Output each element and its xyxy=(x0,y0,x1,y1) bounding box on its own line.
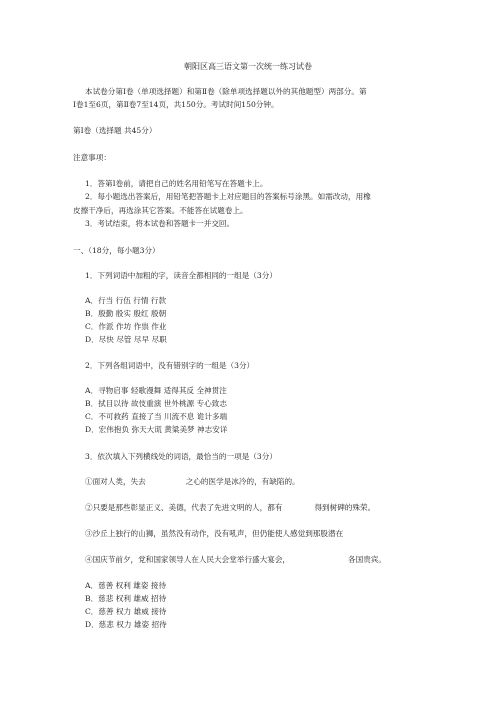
notice-item-1: 1．答第Ⅰ卷前，请把自己的姓名用铅笔写在答题卡上。 xyxy=(85,179,268,188)
question-3-option-c: C．慈善 权力 雄威 接待 xyxy=(85,607,167,616)
notice-item-2-line-1: 2．每小题选出答案后，用铅笔把答题卡上对应题目的答案标号涂黑。如需改动，用橡 xyxy=(85,192,371,201)
page-title: 朝阳区高三语文第一次统一练习试卷 xyxy=(184,62,312,71)
sentence-4-part-a: ④国庆节前夕，党和国家领导人在人民大会堂举行盛大宴会， xyxy=(85,555,291,564)
notice-header: 注意事项： xyxy=(73,153,111,162)
question-1-stem: 1．下列词语中加粗的字，读音全都相同的一组是（3分） xyxy=(85,271,277,280)
part-header: 一、（18分，每小题3分） xyxy=(73,246,160,255)
question-1-option-d: D．尽快 尽管 尽早 尽职 xyxy=(85,335,167,344)
question-3-sentence-2 xyxy=(85,503,375,513)
question-3-option-b: B．慈悲 权利 雄威 招待 xyxy=(85,594,167,603)
sentence-2-part-b: 得到树碑的殊荣。 xyxy=(314,503,376,512)
sentence-4-part-b: 各国贵宾。 xyxy=(348,555,386,564)
question-2-option-c: C．不可救药 直接了当 川流不息 诡计多端 xyxy=(85,412,228,421)
question-1-option-c: C．作派 作坊 作祟 作业 xyxy=(85,322,167,331)
intro-line-1: 本试卷分第Ⅰ卷（单项选择题）和第Ⅱ卷（除单项选择题以外的其他题型）两部分。第 xyxy=(85,87,367,96)
question-2-option-d: D．宏伟抱负 弥天大谎 黄粱美梦 神志安详 xyxy=(85,425,228,434)
sentence-1-part-b: 之心的医学是冰冷的，有缺陷的。 xyxy=(185,477,300,486)
question-3-sentence-4 xyxy=(85,555,386,565)
question-3-option-a: A．慈善 权利 雄姿 接待 xyxy=(85,581,167,590)
question-2-option-a: A．寻物启事 轻歌漫舞 适得其反 全神贯注 xyxy=(85,386,227,395)
section-header: 第Ⅰ卷（选择题 共45分） xyxy=(73,126,157,135)
question-2-option-b: B．拭目以待 故伎重演 世外桃源 专心致志 xyxy=(85,399,227,408)
question-2-stem: 2．下列各组词语中，没有错别字的一组是（3分） xyxy=(85,361,255,370)
question-3-stem: 3．依次填入下列横线处的词语，最恰当的一项是（3分） xyxy=(85,452,277,461)
notice-item-2-line-2: 皮擦干净后，再选涂其它答案。不能答在试题卷上。 xyxy=(73,206,248,215)
question-3-option-d: D．慈悲 权力 雄姿 招待 xyxy=(85,620,167,629)
intro-line-2: Ⅰ卷1至6页，第Ⅱ卷7至14页，共150分。考试时间150分钟。 xyxy=(73,100,279,109)
question-1-option-b: B．殷勤 殷实 殷红 殷朝 xyxy=(85,309,167,318)
question-3-sentence-1 xyxy=(85,477,300,487)
sentence-1-part-a: ①面对人类，失去 xyxy=(85,477,146,486)
question-1-option-a: A．行当 行伍 行情 行款 xyxy=(85,296,167,305)
notice-item-3: 3．考试结束，将本试卷和答题卡一并交回。 xyxy=(85,219,235,228)
sentence-2-part-a: ②只要是那些彰显正义、美德，代表了先进文明的人，都有 xyxy=(85,503,283,512)
question-3-sentence-3: ③沙丘上独行的山狮，虽然没有动作，没有吼声，但仍能使人感觉到那股潜在 xyxy=(85,529,344,538)
